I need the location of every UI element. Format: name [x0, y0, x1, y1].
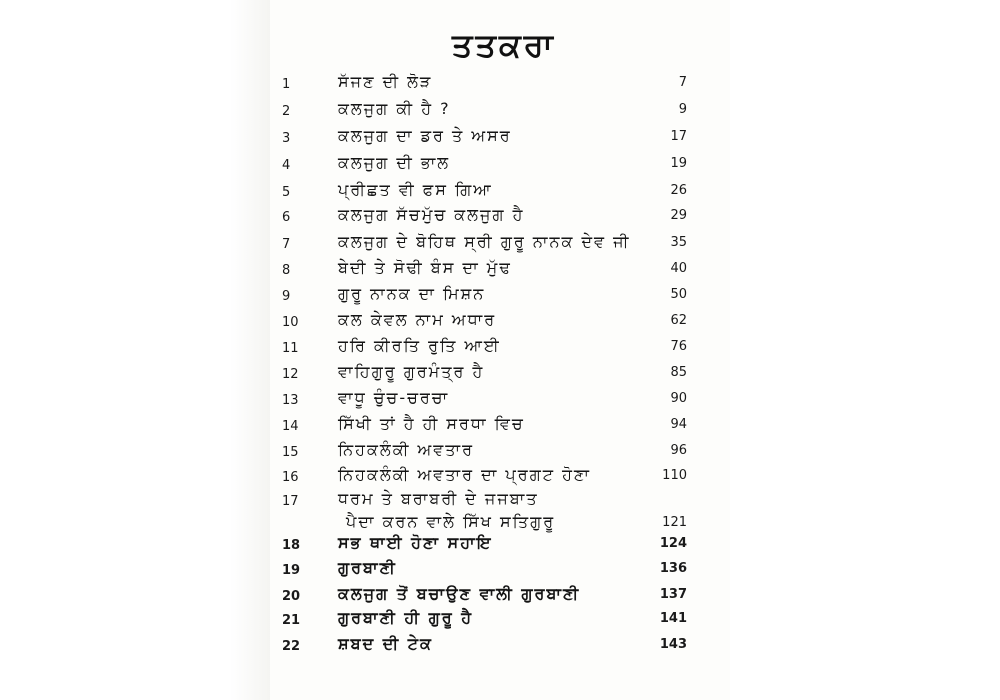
toc-entry	[0, 282, 1000, 306]
entry-number: 7	[282, 237, 291, 252]
entry-page-number: 124	[659, 536, 687, 551]
toc-entry	[0, 178, 1000, 202]
entry-page-number: 141	[659, 611, 687, 626]
entry-page-number: 9	[678, 102, 687, 117]
toc-entry	[0, 531, 1000, 555]
entry-number: 3	[282, 131, 291, 146]
entry-title: ਬੇਦੀ ਤੇ ਸੋਢੀ ਬੰਸ ਦਾ ਮੁੱਢ	[338, 258, 512, 277]
toc-entry	[0, 606, 1000, 630]
toc-entry	[0, 70, 1000, 94]
toc-entry	[0, 582, 1000, 606]
entry-title: ਕਲਜੁਗ ਦੇ ਬੋਹਿਥ ਸ੍ਰੀ ਗੁਰੂ ਨਾਨਕ ਦੇਵ ਜੀ	[338, 232, 631, 251]
entry-number: 8	[282, 263, 291, 278]
toc-entry	[0, 556, 1000, 580]
entry-title: ਕਲਜੁਗ ਕੀ ਹੈ ?	[338, 99, 451, 118]
entry-number: 9	[282, 289, 291, 304]
entry-number: 18	[282, 538, 301, 553]
entry-page-number: 96	[670, 443, 687, 458]
entry-number: 5	[282, 185, 291, 200]
entry-page-number: 137	[659, 587, 687, 602]
entry-title: ਨਿਹਕਲੰਕੀ ਅਵਤਾਰ	[338, 440, 475, 459]
entry-title: ਕਲ ਕੇਵਲ ਨਾਮ ਅਧਾਰ	[338, 310, 497, 329]
entry-page-number: 136	[659, 561, 687, 576]
entry-title: ਵਾਹਿਗੁਰੂ ਗੁਰਮੰਤ੍ਰ ਹੈ	[338, 362, 485, 381]
entry-page-number: 94	[670, 417, 687, 432]
entry-title: ਕਲਜੁਗ ਸੱਚਮੁੱਚ ਕਲਜੁਗ ਹੈ	[338, 205, 525, 224]
entry-title: ਧਰਮ ਤੇ ਬਰਾਬਰੀ ਦੇ ਜਜਬਾਤ	[338, 489, 539, 508]
entry-number: 11	[282, 341, 299, 356]
entry-page-number: 110	[662, 468, 687, 483]
entry-page-number: 29	[670, 208, 687, 223]
toc-entry	[0, 360, 1000, 384]
entry-page-number: 17	[670, 129, 687, 144]
entry-number: 10	[282, 315, 299, 330]
entry-title: ਕਲਜੁਗ ਦੀ ਭਾਲ	[338, 153, 451, 172]
entry-page-number: 143	[659, 637, 687, 652]
entry-page-number: 121	[662, 515, 687, 530]
entry-page-number: 40	[670, 261, 687, 276]
toc-entry	[0, 124, 1000, 148]
toc-entry	[0, 203, 1000, 227]
entry-title-continuation: ਪੈਦਾ ਕਰਨ ਵਾਲੇ ਸਿੱਖ ਸਤਿਗੁਰੂ	[346, 512, 556, 531]
toc-entry	[0, 412, 1000, 436]
entry-page-number: 7	[678, 75, 687, 90]
toc-entry	[0, 487, 1000, 511]
entry-number: 15	[282, 445, 299, 460]
entry-number: 12	[282, 367, 299, 382]
entry-title: ਹਰਿ ਕੀਰਤਿ ਰੁਤਿ ਆਈ	[338, 336, 501, 355]
toc-entry	[0, 308, 1000, 332]
toc-entry	[0, 438, 1000, 462]
entry-number: 22	[282, 639, 301, 654]
entry-page-number: 50	[670, 287, 687, 302]
toc-entry	[0, 97, 1000, 121]
entry-number: 20	[282, 589, 301, 604]
entry-title: ਸਭ ਥਾਈ ਹੋਣਾ ਸਹਾਇ	[338, 533, 493, 552]
toc-entry	[0, 230, 1000, 254]
entry-title: ਗੁਰਬਾਣੀ ਹੀ ਗੁਰੂ ਹੈ	[338, 608, 474, 627]
entry-title: ਪ੍ਰੀਛਤ ਵੀ ਫਸ ਗਿਆ	[338, 180, 493, 199]
toc-entry	[0, 256, 1000, 280]
entry-number: 17	[282, 494, 299, 509]
entry-number: 21	[282, 613, 301, 628]
entry-title: ਗੁਰਬਾਣੀ	[338, 558, 397, 577]
entry-title: ਕਲਜੁਗ ਤੋਂ ਬਚਾਉਣ ਵਾਲੀ ਗੁਰਬਾਣੀ	[338, 584, 581, 603]
toc-entry	[0, 632, 1000, 656]
entry-number: 14	[282, 419, 299, 434]
toc-entry	[0, 334, 1000, 358]
entry-page-number: 90	[670, 391, 687, 406]
toc-entry	[0, 463, 1000, 487]
entry-page-number: 35	[670, 235, 687, 250]
entry-title: ਵਾਧੂ ਚੁੰਚ-ਚਰਚਾ	[338, 388, 450, 407]
entry-page-number: 19	[670, 156, 687, 171]
entry-page-number: 85	[670, 365, 687, 380]
entry-title: ਸੱਜਣ ਦੀ ਲੋੜ	[338, 72, 433, 91]
entry-title: ਕਲਜੁਗ ਦਾ ਡਰ ਤੇ ਅਸਰ	[338, 126, 512, 145]
entry-number: 4	[282, 158, 291, 173]
entry-number: 19	[282, 563, 301, 578]
entry-title: ਨਿਹਕਲੰਕੀ ਅਵਤਾਰ ਦਾ ਪ੍ਰਗਟ ਹੋਣਾ	[338, 465, 591, 484]
entry-number: 16	[282, 470, 299, 485]
page-title: ਤਤਕਰਾ	[452, 26, 556, 64]
entry-page-number: 62	[670, 313, 687, 328]
entry-number: 6	[282, 210, 291, 225]
entry-title: ਸਿੱਖੀ ਤਾਂ ਹੈ ਹੀ ਸਰਧਾ ਵਿਚ	[338, 414, 525, 433]
entry-number: 13	[282, 393, 299, 408]
toc-entry	[0, 151, 1000, 175]
entry-title: ਗੁਰੂ ਨਾਨਕ ਦਾ ਮਿਸ਼ਨ	[338, 284, 486, 303]
entry-number: 2	[282, 104, 291, 119]
toc-entry	[0, 386, 1000, 410]
entry-number: 1	[282, 77, 291, 92]
entry-page-number: 76	[670, 339, 687, 354]
entry-page-number: 26	[670, 183, 687, 198]
entry-title: ਸ਼ਬਦ ਦੀ ਟੇਕ	[338, 634, 433, 653]
